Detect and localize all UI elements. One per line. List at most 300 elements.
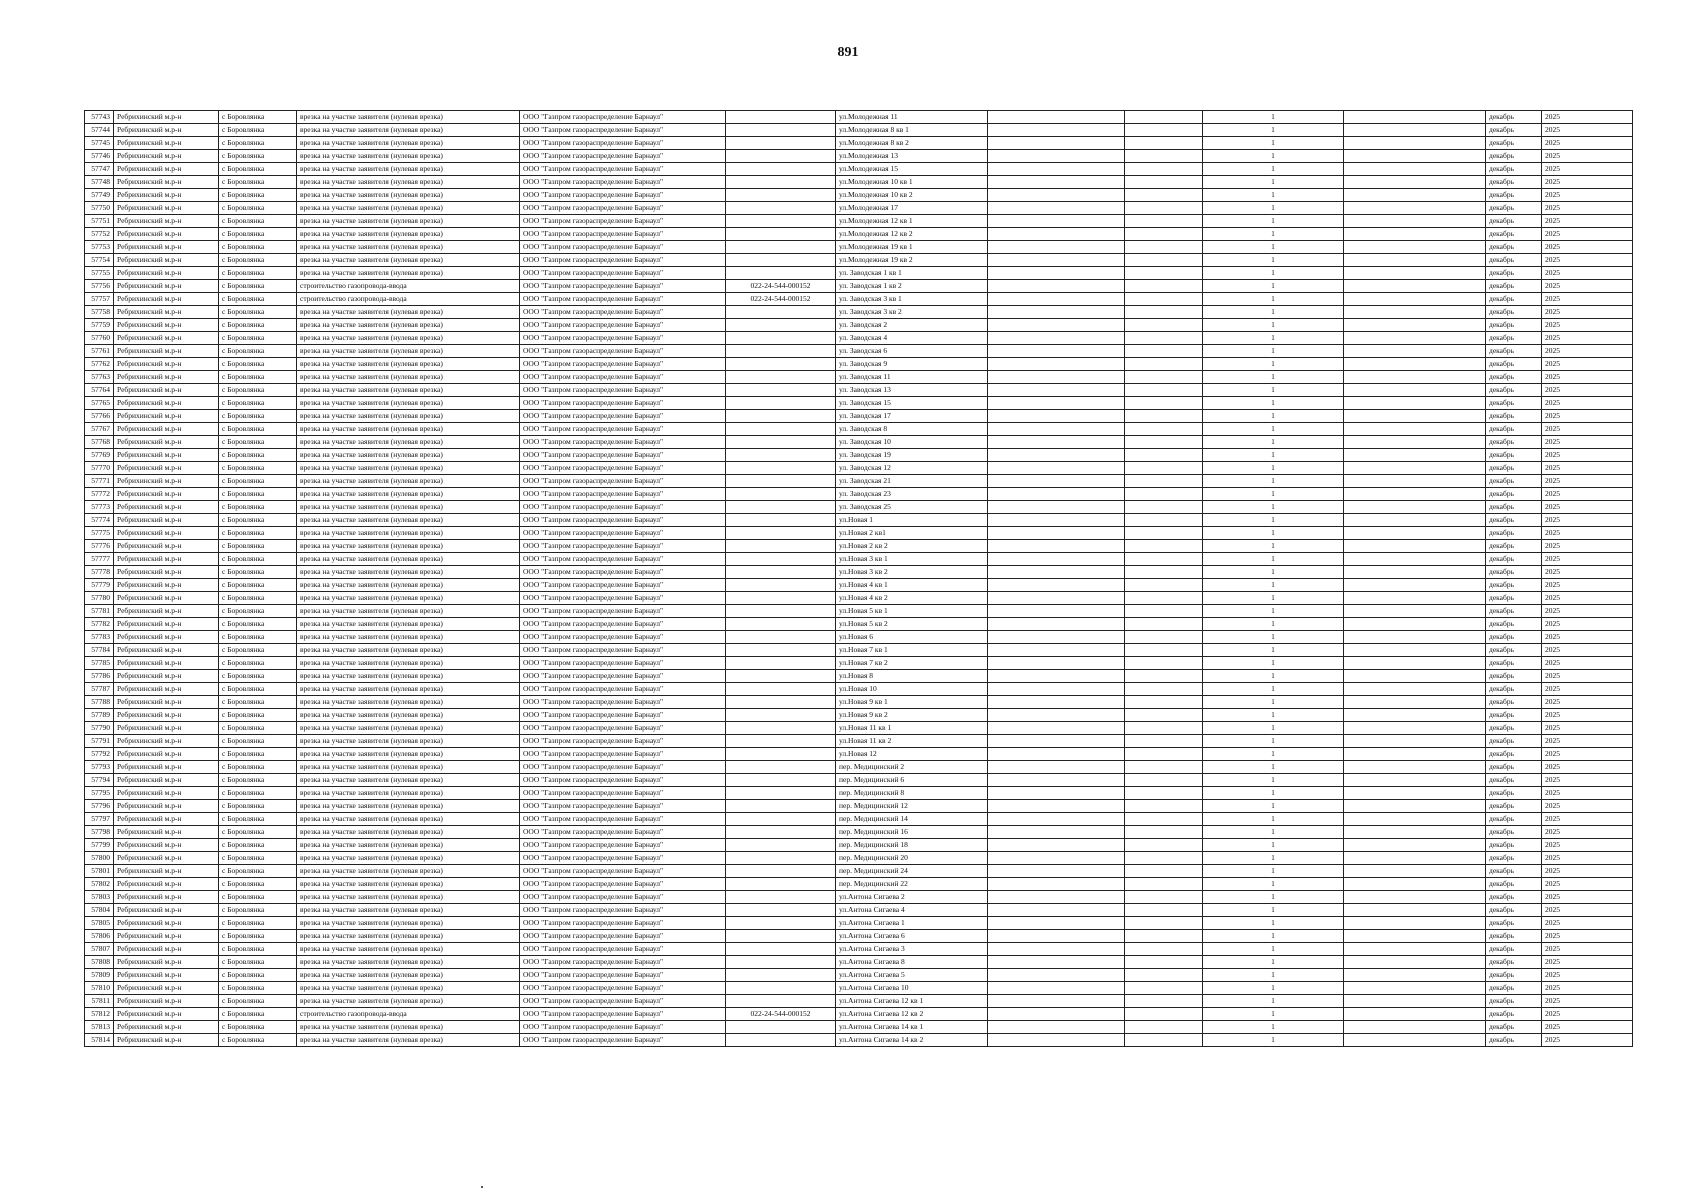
month-cell: декабрь <box>1486 891 1542 904</box>
organization-cell: ООО "Газпром газораспределение Барнаул" <box>520 982 726 995</box>
year-cell: 2025 <box>1542 878 1633 891</box>
table-row <box>85 878 1633 891</box>
work-type-cell: врезка на участке заявителя (нулевая врезка) <box>297 839 520 852</box>
organization-cell: ООО "Газпром газораспределение Барнаул" <box>520 241 726 254</box>
empty-col-2-cell <box>1125 423 1203 436</box>
year-cell: 2025 <box>1542 670 1633 683</box>
month-cell: декабрь <box>1486 995 1542 1008</box>
work-type-cell: врезка на участке заявителя (нулевая врезка) <box>297 215 520 228</box>
permit-code-cell <box>726 644 836 657</box>
row-number-cell: 57777 <box>85 553 114 566</box>
empty-col-2-cell <box>1125 722 1203 735</box>
address-cell: ул.Антона Сигаева 1 <box>836 917 988 930</box>
empty-col-3-cell <box>1344 930 1486 943</box>
year-cell: 2025 <box>1542 761 1633 774</box>
month-cell: декабрь <box>1486 956 1542 969</box>
quantity-cell: 1 <box>1203 839 1344 852</box>
quantity-cell: 1 <box>1203 1021 1344 1034</box>
address-cell: ул.Новая 10 <box>836 683 988 696</box>
empty-col-1-cell <box>988 852 1125 865</box>
empty-col-3-cell <box>1344 826 1486 839</box>
permit-code-cell <box>726 761 836 774</box>
empty-col-2-cell <box>1125 124 1203 137</box>
district-cell: Ребрихинский м.р-н <box>114 930 219 943</box>
row-number-cell: 57784 <box>85 644 114 657</box>
month-cell: декабрь <box>1486 579 1542 592</box>
address-cell: пер. Медицинский 2 <box>836 761 988 774</box>
settlement-cell: с Боровлянка <box>219 553 297 566</box>
row-number-cell: 57765 <box>85 397 114 410</box>
settlement-cell: с Боровлянка <box>219 670 297 683</box>
district-cell: Ребрихинский м.р-н <box>114 397 219 410</box>
row-number-cell: 57814 <box>85 1034 114 1047</box>
year-cell: 2025 <box>1542 215 1633 228</box>
address-cell: ул.Антона Сигаева 8 <box>836 956 988 969</box>
table-row <box>85 1034 1633 1047</box>
quantity-cell: 1 <box>1203 540 1344 553</box>
year-cell: 2025 <box>1542 280 1633 293</box>
permit-code-cell <box>726 267 836 280</box>
organization-cell: ООО "Газпром газораспределение Барнаул" <box>520 124 726 137</box>
district-cell: Ребрихинский м.р-н <box>114 852 219 865</box>
empty-col-3-cell <box>1344 722 1486 735</box>
table-row <box>85 891 1633 904</box>
year-cell: 2025 <box>1542 150 1633 163</box>
empty-col-3-cell <box>1344 683 1486 696</box>
quantity-cell: 1 <box>1203 423 1344 436</box>
year-cell: 2025 <box>1542 605 1633 618</box>
empty-col-2-cell <box>1125 111 1203 124</box>
permit-code-cell <box>726 397 836 410</box>
year-cell: 2025 <box>1542 267 1633 280</box>
settlement-cell: с Боровлянка <box>219 852 297 865</box>
empty-col-1-cell <box>988 930 1125 943</box>
settlement-cell: с Боровлянка <box>219 878 297 891</box>
empty-col-1-cell <box>988 384 1125 397</box>
district-cell: Ребрихинский м.р-н <box>114 332 219 345</box>
row-number-cell: 57781 <box>85 605 114 618</box>
table-row <box>85 306 1633 319</box>
address-cell: ул.Антона Сигаева 3 <box>836 943 988 956</box>
permit-code-cell <box>726 228 836 241</box>
permit-code-cell: 022-24-544-000152 <box>726 1008 836 1021</box>
table-row <box>85 956 1633 969</box>
district-cell: Ребрихинский м.р-н <box>114 319 219 332</box>
address-cell: ул.Новая 12 <box>836 748 988 761</box>
empty-col-2-cell <box>1125 657 1203 670</box>
year-cell: 2025 <box>1542 982 1633 995</box>
year-cell: 2025 <box>1542 735 1633 748</box>
district-cell: Ребрихинский м.р-н <box>114 176 219 189</box>
empty-col-2-cell <box>1125 371 1203 384</box>
quantity-cell: 1 <box>1203 709 1344 722</box>
empty-col-1-cell <box>988 124 1125 137</box>
quantity-cell: 1 <box>1203 241 1344 254</box>
organization-cell: ООО "Газпром газораспределение Барнаул" <box>520 787 726 800</box>
row-number-cell: 57746 <box>85 150 114 163</box>
row-number-cell: 57766 <box>85 410 114 423</box>
table-row <box>85 618 1633 631</box>
address-cell: ул.Антона Сигаева 14 кв 1 <box>836 1021 988 1034</box>
organization-cell: ООО "Газпром газораспределение Барнаул" <box>520 423 726 436</box>
organization-cell: ООО "Газпром газораспределение Барнаул" <box>520 202 726 215</box>
empty-col-3-cell <box>1344 618 1486 631</box>
year-cell: 2025 <box>1542 111 1633 124</box>
empty-col-1-cell <box>988 800 1125 813</box>
address-cell: ул.Новая 7 кв 2 <box>836 657 988 670</box>
permit-code-cell <box>726 982 836 995</box>
organization-cell: ООО "Газпром газораспределение Барнаул" <box>520 163 726 176</box>
year-cell: 2025 <box>1542 228 1633 241</box>
empty-col-1-cell <box>988 865 1125 878</box>
table-row <box>85 566 1633 579</box>
table-row <box>85 384 1633 397</box>
permit-code-cell <box>726 839 836 852</box>
empty-col-1-cell <box>988 462 1125 475</box>
month-cell: декабрь <box>1486 787 1542 800</box>
address-cell: ул.Новая 9 кв 2 <box>836 709 988 722</box>
quantity-cell: 1 <box>1203 904 1344 917</box>
row-number-cell: 57753 <box>85 241 114 254</box>
settlement-cell: с Боровлянка <box>219 124 297 137</box>
month-cell: декабрь <box>1486 176 1542 189</box>
work-type-cell: врезка на участке заявителя (нулевая врезка) <box>297 644 520 657</box>
table-row <box>85 761 1633 774</box>
organization-cell: ООО "Газпром газораспределение Барнаул" <box>520 189 726 202</box>
table-row <box>85 293 1633 306</box>
month-cell: декабрь <box>1486 618 1542 631</box>
settlement-cell: с Боровлянка <box>219 293 297 306</box>
year-cell: 2025 <box>1542 631 1633 644</box>
work-type-cell: врезка на участке заявителя (нулевая врезка) <box>297 800 520 813</box>
district-cell: Ребрихинский м.р-н <box>114 241 219 254</box>
organization-cell: ООО "Газпром газораспределение Барнаул" <box>520 111 726 124</box>
organization-cell: ООО "Газпром газораспределение Барнаул" <box>520 176 726 189</box>
settlement-cell: с Боровлянка <box>219 982 297 995</box>
address-cell: ул.Молодежная 19 кв 2 <box>836 254 988 267</box>
settlement-cell: с Боровлянка <box>219 436 297 449</box>
work-type-cell: врезка на участке заявителя (нулевая врезка) <box>297 709 520 722</box>
permit-code-cell <box>726 124 836 137</box>
table-row <box>85 930 1633 943</box>
address-cell: пер. Медицинский 12 <box>836 800 988 813</box>
empty-col-3-cell <box>1344 488 1486 501</box>
work-type-cell: врезка на участке заявителя (нулевая врезка) <box>297 202 520 215</box>
work-type-cell: врезка на участке заявителя (нулевая врезка) <box>297 306 520 319</box>
month-cell: декабрь <box>1486 904 1542 917</box>
quantity-cell: 1 <box>1203 150 1344 163</box>
table-row <box>85 670 1633 683</box>
empty-col-3-cell <box>1344 670 1486 683</box>
row-number-cell: 57808 <box>85 956 114 969</box>
work-type-cell: врезка на участке заявителя (нулевая врезка) <box>297 943 520 956</box>
empty-col-2-cell <box>1125 254 1203 267</box>
district-cell: Ребрихинский м.р-н <box>114 215 219 228</box>
empty-col-3-cell <box>1344 644 1486 657</box>
permit-code-cell <box>726 917 836 930</box>
quantity-cell: 1 <box>1203 579 1344 592</box>
empty-col-2-cell <box>1125 709 1203 722</box>
district-cell: Ребрихинский м.р-н <box>114 748 219 761</box>
quantity-cell: 1 <box>1203 774 1344 787</box>
empty-col-3-cell <box>1344 709 1486 722</box>
address-cell: ул. Заводская 25 <box>836 501 988 514</box>
organization-cell: ООО "Газпром газораспределение Барнаул" <box>520 436 726 449</box>
work-type-cell: врезка на участке заявителя (нулевая врезка) <box>297 332 520 345</box>
empty-col-2-cell <box>1125 215 1203 228</box>
quantity-cell: 1 <box>1203 813 1344 826</box>
empty-col-3-cell <box>1344 215 1486 228</box>
settlement-cell: с Боровлянка <box>219 774 297 787</box>
settlement-cell: с Боровлянка <box>219 163 297 176</box>
address-cell: пер. Медицинский 20 <box>836 852 988 865</box>
empty-col-2-cell <box>1125 930 1203 943</box>
work-type-cell: врезка на участке заявителя (нулевая врезка) <box>297 527 520 540</box>
empty-col-3-cell <box>1344 397 1486 410</box>
table-row <box>85 735 1633 748</box>
address-cell: ул. Заводская 10 <box>836 436 988 449</box>
empty-col-3-cell <box>1344 878 1486 891</box>
empty-col-3-cell <box>1344 566 1486 579</box>
quantity-cell: 1 <box>1203 501 1344 514</box>
year-cell: 2025 <box>1542 527 1633 540</box>
table-row <box>85 410 1633 423</box>
month-cell: декабрь <box>1486 969 1542 982</box>
empty-col-1-cell <box>988 475 1125 488</box>
year-cell: 2025 <box>1542 696 1633 709</box>
year-cell: 2025 <box>1542 917 1633 930</box>
quantity-cell: 1 <box>1203 631 1344 644</box>
month-cell: декабрь <box>1486 228 1542 241</box>
organization-cell: ООО "Газпром газораспределение Барнаул" <box>520 592 726 605</box>
empty-col-2-cell <box>1125 436 1203 449</box>
address-cell: ул. Заводская 6 <box>836 345 988 358</box>
permit-code-cell <box>726 1021 836 1034</box>
settlement-cell: с Боровлянка <box>219 215 297 228</box>
district-cell: Ребрихинский м.р-н <box>114 839 219 852</box>
quantity-cell: 1 <box>1203 449 1344 462</box>
empty-col-2-cell <box>1125 891 1203 904</box>
empty-col-3-cell <box>1344 501 1486 514</box>
address-cell: ул. Заводская 8 <box>836 423 988 436</box>
row-number-cell: 57779 <box>85 579 114 592</box>
month-cell: декабрь <box>1486 150 1542 163</box>
quantity-cell: 1 <box>1203 293 1344 306</box>
address-cell: ул.Антона Сигаева 5 <box>836 969 988 982</box>
address-cell: ул. Заводская 1 кв 2 <box>836 280 988 293</box>
settlement-cell: с Боровлянка <box>219 202 297 215</box>
month-cell: декабрь <box>1486 644 1542 657</box>
row-number-cell: 57792 <box>85 748 114 761</box>
permit-code-cell <box>726 111 836 124</box>
empty-col-2-cell <box>1125 566 1203 579</box>
year-cell: 2025 <box>1542 137 1633 150</box>
district-cell: Ребрихинский м.р-н <box>114 280 219 293</box>
settlement-cell: с Боровлянка <box>219 735 297 748</box>
address-cell: ул.Молодежная 10 кв 1 <box>836 176 988 189</box>
organization-cell: ООО "Газпром газораспределение Барнаул" <box>520 579 726 592</box>
district-cell: Ребрихинский м.р-н <box>114 709 219 722</box>
table-row <box>85 995 1633 1008</box>
district-cell: Ребрихинский м.р-н <box>114 111 219 124</box>
empty-col-3-cell <box>1344 280 1486 293</box>
district-cell: Ребрихинский м.р-н <box>114 878 219 891</box>
work-type-cell: врезка на участке заявителя (нулевая врезка) <box>297 969 520 982</box>
district-cell: Ребрихинский м.р-н <box>114 306 219 319</box>
district-cell: Ребрихинский м.р-н <box>114 995 219 1008</box>
district-cell: Ребрихинский м.р-н <box>114 657 219 670</box>
table-row <box>85 553 1633 566</box>
table-row <box>85 345 1633 358</box>
permit-code-cell <box>726 345 836 358</box>
month-cell: декабрь <box>1486 293 1542 306</box>
empty-col-3-cell <box>1344 800 1486 813</box>
year-cell: 2025 <box>1542 1021 1633 1034</box>
work-type-cell: врезка на участке заявителя (нулевая врезка) <box>297 254 520 267</box>
permit-code-cell <box>726 358 836 371</box>
empty-col-3-cell <box>1344 956 1486 969</box>
empty-col-3-cell <box>1344 813 1486 826</box>
address-cell: ул.Новая 4 кв 1 <box>836 579 988 592</box>
settlement-cell: с Боровлянка <box>219 1034 297 1047</box>
empty-col-3-cell <box>1344 449 1486 462</box>
row-number-cell: 57789 <box>85 709 114 722</box>
empty-col-2-cell <box>1125 137 1203 150</box>
month-cell: декабрь <box>1486 319 1542 332</box>
empty-col-1-cell <box>988 943 1125 956</box>
month-cell: декабрь <box>1486 917 1542 930</box>
quantity-cell: 1 <box>1203 527 1344 540</box>
row-number-cell: 57748 <box>85 176 114 189</box>
settlement-cell: с Боровлянка <box>219 644 297 657</box>
table-row <box>85 475 1633 488</box>
year-cell: 2025 <box>1542 787 1633 800</box>
permit-code-cell <box>726 163 836 176</box>
empty-col-2-cell <box>1125 475 1203 488</box>
row-number-cell: 57810 <box>85 982 114 995</box>
permit-code-cell <box>726 410 836 423</box>
empty-col-1-cell <box>988 553 1125 566</box>
district-cell: Ребрихинский м.р-н <box>114 1021 219 1034</box>
empty-col-3-cell <box>1344 917 1486 930</box>
year-cell: 2025 <box>1542 709 1633 722</box>
settlement-cell: с Боровлянка <box>219 787 297 800</box>
address-cell: ул.Новая 7 кв 1 <box>836 644 988 657</box>
work-type-cell: строительство газопровода-ввода <box>297 293 520 306</box>
empty-col-1-cell <box>988 657 1125 670</box>
month-cell: декабрь <box>1486 605 1542 618</box>
table-row <box>85 865 1633 878</box>
empty-col-2-cell <box>1125 956 1203 969</box>
empty-col-2-cell <box>1125 345 1203 358</box>
permit-code-cell <box>726 436 836 449</box>
month-cell: декабрь <box>1486 878 1542 891</box>
empty-col-1-cell <box>988 722 1125 735</box>
empty-col-1-cell <box>988 449 1125 462</box>
scan-speck <box>481 1186 483 1188</box>
permit-code-cell <box>726 865 836 878</box>
year-cell: 2025 <box>1542 462 1633 475</box>
empty-col-3-cell <box>1344 163 1486 176</box>
address-cell: ул.Новая 3 кв 2 <box>836 566 988 579</box>
organization-cell: ООО "Газпром газораспределение Барнаул" <box>520 657 726 670</box>
empty-col-1-cell <box>988 176 1125 189</box>
district-cell: Ребрихинский м.р-н <box>114 228 219 241</box>
empty-col-2-cell <box>1125 332 1203 345</box>
empty-col-1-cell <box>988 748 1125 761</box>
month-cell: декабрь <box>1486 202 1542 215</box>
year-cell: 2025 <box>1542 306 1633 319</box>
organization-cell: ООО "Газпром газораспределение Барнаул" <box>520 488 726 501</box>
month-cell: декабрь <box>1486 254 1542 267</box>
empty-col-1-cell <box>988 995 1125 1008</box>
empty-col-3-cell <box>1344 228 1486 241</box>
year-cell: 2025 <box>1542 1008 1633 1021</box>
organization-cell: ООО "Газпром газораспределение Барнаул" <box>520 137 726 150</box>
quantity-cell: 1 <box>1203 696 1344 709</box>
settlement-cell: с Боровлянка <box>219 930 297 943</box>
work-type-cell: врезка на участке заявителя (нулевая врезка) <box>297 683 520 696</box>
organization-cell: ООО "Газпром газораспределение Барнаул" <box>520 280 726 293</box>
row-number-cell: 57801 <box>85 865 114 878</box>
empty-col-2-cell <box>1125 969 1203 982</box>
empty-col-1-cell <box>988 280 1125 293</box>
row-number-cell: 57803 <box>85 891 114 904</box>
work-type-cell: врезка на участке заявителя (нулевая врезка) <box>297 618 520 631</box>
permit-code-cell <box>726 631 836 644</box>
organization-cell: ООО "Газпром газораспределение Барнаул" <box>520 670 726 683</box>
row-number-cell: 57798 <box>85 826 114 839</box>
settlement-cell: с Боровлянка <box>219 891 297 904</box>
district-cell: Ребрихинский м.р-н <box>114 670 219 683</box>
month-cell: декабрь <box>1486 111 1542 124</box>
empty-col-1-cell <box>988 566 1125 579</box>
district-cell: Ребрихинский м.р-н <box>114 722 219 735</box>
table-row <box>85 605 1633 618</box>
empty-col-1-cell <box>988 579 1125 592</box>
permit-code-cell <box>726 969 836 982</box>
permit-code-cell <box>726 137 836 150</box>
organization-cell: ООО "Газпром газораспределение Барнаул" <box>520 631 726 644</box>
district-cell: Ребрихинский м.р-н <box>114 826 219 839</box>
month-cell: декабрь <box>1486 813 1542 826</box>
empty-col-3-cell <box>1344 943 1486 956</box>
address-cell: ул. Заводская 23 <box>836 488 988 501</box>
empty-col-2-cell <box>1125 605 1203 618</box>
district-cell: Ребрихинский м.р-н <box>114 917 219 930</box>
empty-col-1-cell <box>988 631 1125 644</box>
quantity-cell: 1 <box>1203 436 1344 449</box>
settlement-cell: с Боровлянка <box>219 280 297 293</box>
settlement-cell: с Боровлянка <box>219 319 297 332</box>
register-body <box>85 111 1633 1047</box>
row-number-cell: 57813 <box>85 1021 114 1034</box>
district-cell: Ребрихинский м.р-н <box>114 423 219 436</box>
year-cell: 2025 <box>1542 644 1633 657</box>
permit-code-cell <box>726 501 836 514</box>
table-row <box>85 137 1633 150</box>
quantity-cell: 1 <box>1203 670 1344 683</box>
empty-col-2-cell <box>1125 319 1203 332</box>
organization-cell: ООО "Газпром газораспределение Барнаул" <box>520 722 726 735</box>
empty-col-1-cell <box>988 202 1125 215</box>
district-cell: Ребрихинский м.р-н <box>114 540 219 553</box>
permit-code-cell <box>726 956 836 969</box>
permit-code-cell <box>726 215 836 228</box>
month-cell: декабрь <box>1486 189 1542 202</box>
permit-code-cell <box>726 904 836 917</box>
settlement-cell: с Боровлянка <box>219 501 297 514</box>
